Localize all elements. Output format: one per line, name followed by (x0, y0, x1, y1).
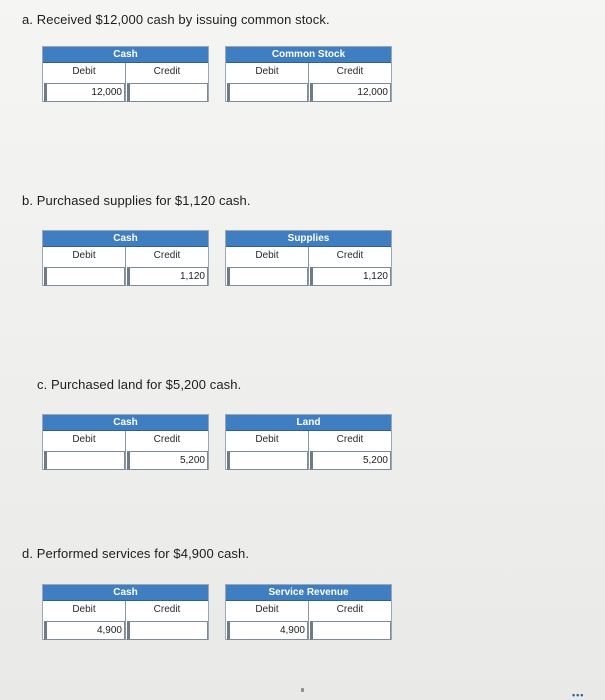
credit-label: Credit (153, 66, 181, 77)
t-account-b-cash (42, 230, 209, 286)
t-account-a-cash (42, 46, 209, 102)
account-title: Supplies (226, 231, 391, 247)
account-title: Cash (43, 231, 208, 247)
account-title: Service Revenue (226, 585, 391, 601)
ellipsis-icon[interactable]: ••• (572, 690, 585, 700)
debit-input[interactable] (227, 451, 308, 470)
credit-input[interactable] (127, 83, 208, 102)
credit-input[interactable]: 1,120 (127, 267, 208, 286)
prompt-b: b. Purchased supplies for $1,120 cash. (22, 193, 251, 208)
debit-label: Debit (72, 604, 96, 615)
debit-input[interactable]: 4,900 (227, 621, 308, 640)
credit-label: Credit (153, 604, 181, 615)
t-account-c-land (225, 414, 392, 470)
debit-label: Debit (72, 250, 96, 261)
prompt-c: c. Purchased land for $5,200 cash. (37, 377, 242, 392)
credit-input[interactable]: 12,000 (310, 83, 391, 102)
t-account-b-supplies (225, 230, 392, 286)
account-title: Common Stock (226, 47, 391, 63)
credit-input[interactable]: 5,200 (127, 451, 208, 470)
t-account-d-service-revenue (225, 584, 392, 640)
debit-label: Debit (255, 604, 279, 615)
credit-input[interactable] (310, 621, 391, 640)
account-title: Cash (43, 585, 208, 601)
t-account-d-cash (42, 584, 209, 640)
account-title: Cash (43, 47, 208, 63)
credit-input[interactable] (127, 621, 208, 640)
debit-input[interactable] (227, 83, 308, 102)
credit-input[interactable]: 5,200 (310, 451, 391, 470)
credit-label: Credit (153, 434, 181, 445)
debit-label: Debit (255, 434, 279, 445)
credit-label: Credit (336, 66, 364, 77)
debit-label: Debit (72, 66, 96, 77)
debit-input[interactable] (227, 267, 308, 286)
debit-input[interactable]: 4,900 (44, 621, 125, 640)
credit-input[interactable]: 1,120 (310, 267, 391, 286)
debit-label: Debit (72, 434, 96, 445)
credit-label: Credit (336, 434, 364, 445)
credit-label: Credit (153, 250, 181, 261)
debit-input[interactable] (44, 267, 125, 286)
credit-label: Credit (336, 250, 364, 261)
prompt-d: d. Performed services for $4,900 cash. (22, 546, 250, 561)
prompt-a: a. Received $12,000 cash by issuing common stock. (22, 12, 330, 27)
debit-label: Debit (255, 250, 279, 261)
debit-label: Debit (255, 66, 279, 77)
account-title: Land (226, 415, 391, 431)
t-account-c-cash (42, 414, 209, 470)
credit-label: Credit (336, 604, 364, 615)
debit-input[interactable]: 12,000 (44, 83, 125, 102)
debit-input[interactable] (44, 451, 125, 470)
account-title: Cash (43, 415, 208, 431)
t-account-a-common-stock (225, 46, 392, 102)
scroll-marker (301, 688, 304, 692)
